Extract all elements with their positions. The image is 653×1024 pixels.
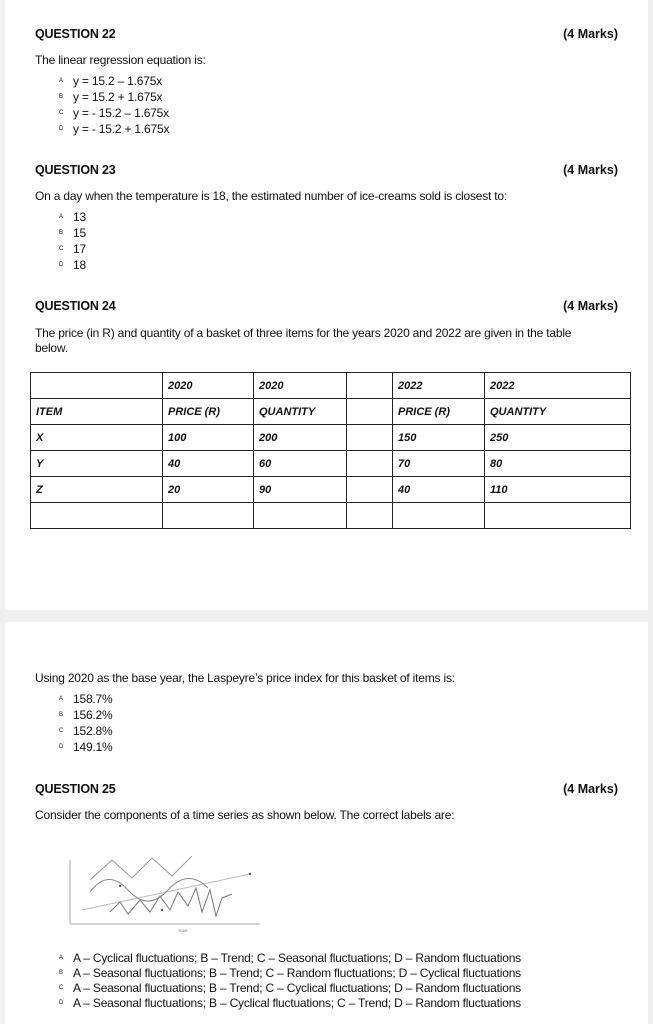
option-text: y = 15.2 + 1.675x	[73, 90, 163, 104]
table-cell	[31, 503, 163, 529]
q24-option-a[interactable]	[59, 691, 113, 707]
table-row	[31, 373, 631, 399]
figure-axis-label: YEAR	[178, 929, 188, 933]
q23-option-b[interactable]	[59, 225, 86, 241]
option-letter: D	[59, 999, 64, 1006]
table-row	[31, 425, 631, 451]
q24-followup: Using 2020 as the base year, the Laspeyre’s price index for this basket of items is:	[35, 671, 455, 685]
q23-marks: (4 Marks)	[563, 163, 618, 177]
q25-options	[59, 950, 521, 1010]
table-cell: 60	[254, 451, 347, 477]
table-row	[31, 451, 631, 477]
table-cell: 2020	[254, 373, 347, 399]
page-1	[5, 0, 648, 610]
option-letter: D	[59, 126, 64, 132]
option-letter: D	[59, 744, 64, 750]
option-letter: A	[59, 696, 63, 702]
table-cell: 70	[393, 451, 485, 477]
option-letter: D	[59, 262, 64, 268]
q23-prompt: On a day when the temperature is 18, the estimated number of ice-creams sold is closest to:	[35, 189, 508, 203]
option-letter: C	[59, 728, 64, 734]
q23-option-d[interactable]	[59, 257, 86, 273]
cyclical-wave	[90, 878, 208, 901]
option-letter: C	[59, 110, 64, 116]
table-cell: X	[31, 425, 163, 451]
table-cell: ITEM	[31, 399, 163, 425]
table-cell: 40	[163, 451, 254, 477]
q22-option-b[interactable]	[59, 89, 169, 105]
q22-option-d[interactable]	[59, 121, 169, 137]
table-cell: 20	[163, 477, 254, 503]
q24-marks: (4 Marks)	[563, 299, 618, 313]
option-text: 13	[73, 210, 86, 224]
table-cell: 80	[485, 451, 631, 477]
option-letter: A	[59, 214, 63, 220]
q23-title: QUESTION 23	[35, 163, 116, 177]
seasonal-wave	[90, 856, 192, 880]
q24-prompt	[35, 326, 571, 356]
option-letter: B	[59, 230, 63, 236]
q25-title: QUESTION 25	[35, 782, 116, 796]
q23-option-c[interactable]	[59, 241, 86, 257]
table-cell: Z	[31, 477, 163, 503]
q23-option-a[interactable]	[59, 209, 86, 225]
table-cell	[485, 503, 631, 529]
table-cell: 150	[393, 425, 485, 451]
option-letter: B	[59, 712, 63, 718]
option-text: 156.2%	[73, 708, 113, 722]
table-cell: QUANTITY	[254, 399, 347, 425]
table-cell: Y	[31, 451, 163, 477]
page-2	[5, 622, 648, 1024]
q25-prompt: Consider the components of a time series as shown below. The correct labels are:	[35, 808, 455, 822]
table-cell: 2022	[485, 373, 631, 399]
option-text: 15	[73, 226, 86, 240]
table-cell	[163, 503, 254, 529]
option-letter: C	[59, 246, 64, 252]
table-cell	[347, 399, 393, 425]
q25-option-c[interactable]	[59, 980, 521, 995]
option-letter: A	[59, 78, 63, 84]
table-cell: PRICE (R)	[163, 399, 254, 425]
q24-prompt-line-1: The price (in R) and quantity of a basket of three items for the years 2020 and 2022 are given in the table	[35, 326, 572, 340]
q22-option-c[interactable]	[59, 105, 169, 121]
q22-prompt: The linear regression equation is:	[35, 53, 206, 67]
price-quantity-table	[30, 372, 631, 529]
table-cell: 2022	[393, 373, 485, 399]
option-text: 149.1%	[73, 740, 113, 754]
q25-option-d[interactable]	[59, 995, 521, 1010]
option-text: 158.7%	[73, 692, 113, 706]
q24-option-b[interactable]	[59, 707, 113, 723]
table-row	[31, 503, 631, 529]
option-letter: A	[59, 954, 63, 961]
table-cell	[393, 503, 485, 529]
table-cell	[347, 477, 393, 503]
q22-marks: (4 Marks)	[563, 27, 618, 41]
table-cell: 200	[254, 425, 347, 451]
q22-title: QUESTION 22	[35, 27, 116, 41]
option-text: A – Seasonal fluctuations; B – Cyclical fluctuations; C – Trend; D – Random fluctuations	[73, 995, 521, 1010]
q25-marks: (4 Marks)	[563, 782, 618, 796]
table-row	[31, 477, 631, 503]
option-letter: C	[59, 984, 64, 991]
q24-options	[59, 691, 113, 755]
q24-prompt-line-2: below.	[35, 341, 68, 355]
figure-point-a	[119, 885, 121, 887]
table-cell	[347, 373, 393, 399]
option-text: 152.8%	[73, 724, 113, 738]
table-cell	[347, 503, 393, 529]
table-row	[31, 399, 631, 425]
table-cell: 100	[163, 425, 254, 451]
table-cell: 110	[485, 477, 631, 503]
table-cell: 2020	[163, 373, 254, 399]
q24-option-d[interactable]	[59, 739, 113, 755]
table-cell: 90	[254, 477, 347, 503]
option-text: A – Seasonal fluctuations; B – Trend; C – Cyclical fluctuations; D – Random fluctuations	[73, 980, 521, 995]
figure-point-c	[249, 873, 251, 875]
option-text: 18	[73, 258, 86, 272]
q22-options	[59, 73, 169, 137]
table-cell: PRICE (R)	[393, 399, 485, 425]
figure-point-b	[161, 909, 163, 911]
table-cell: 40	[393, 477, 485, 503]
q25-option-b[interactable]	[59, 965, 521, 980]
table-cell	[31, 373, 163, 399]
option-text: y = 15.2 – 1.675x	[73, 74, 163, 88]
q25-option-a[interactable]	[59, 950, 521, 965]
option-text: A – Cyclical fluctuations; B – Trend; C – Seasonal fluctuations; D – Random fluctuations	[73, 950, 521, 965]
q24-option-c[interactable]	[59, 723, 113, 739]
option-text: y = - 15.2 + 1.675x	[73, 122, 170, 136]
random-wave	[110, 888, 232, 916]
option-letter: B	[59, 94, 63, 100]
table-cell: 250	[485, 425, 631, 451]
table-cell	[254, 503, 347, 529]
time-series-figure	[60, 850, 270, 936]
option-text: y = - 15.2 – 1.675x	[73, 106, 169, 120]
q24-title: QUESTION 24	[35, 299, 116, 313]
option-letter: B	[59, 969, 63, 976]
table-cell	[347, 425, 393, 451]
q23-options	[59, 209, 86, 273]
option-text: 17	[73, 242, 86, 256]
table-cell	[347, 451, 393, 477]
q22-option-a[interactable]	[59, 73, 169, 89]
table-cell: QUANTITY	[485, 399, 631, 425]
option-text: A – Seasonal fluctuations; B – Trend; C – Random fluctuations; D – Cyclical fluctuations	[73, 965, 521, 980]
